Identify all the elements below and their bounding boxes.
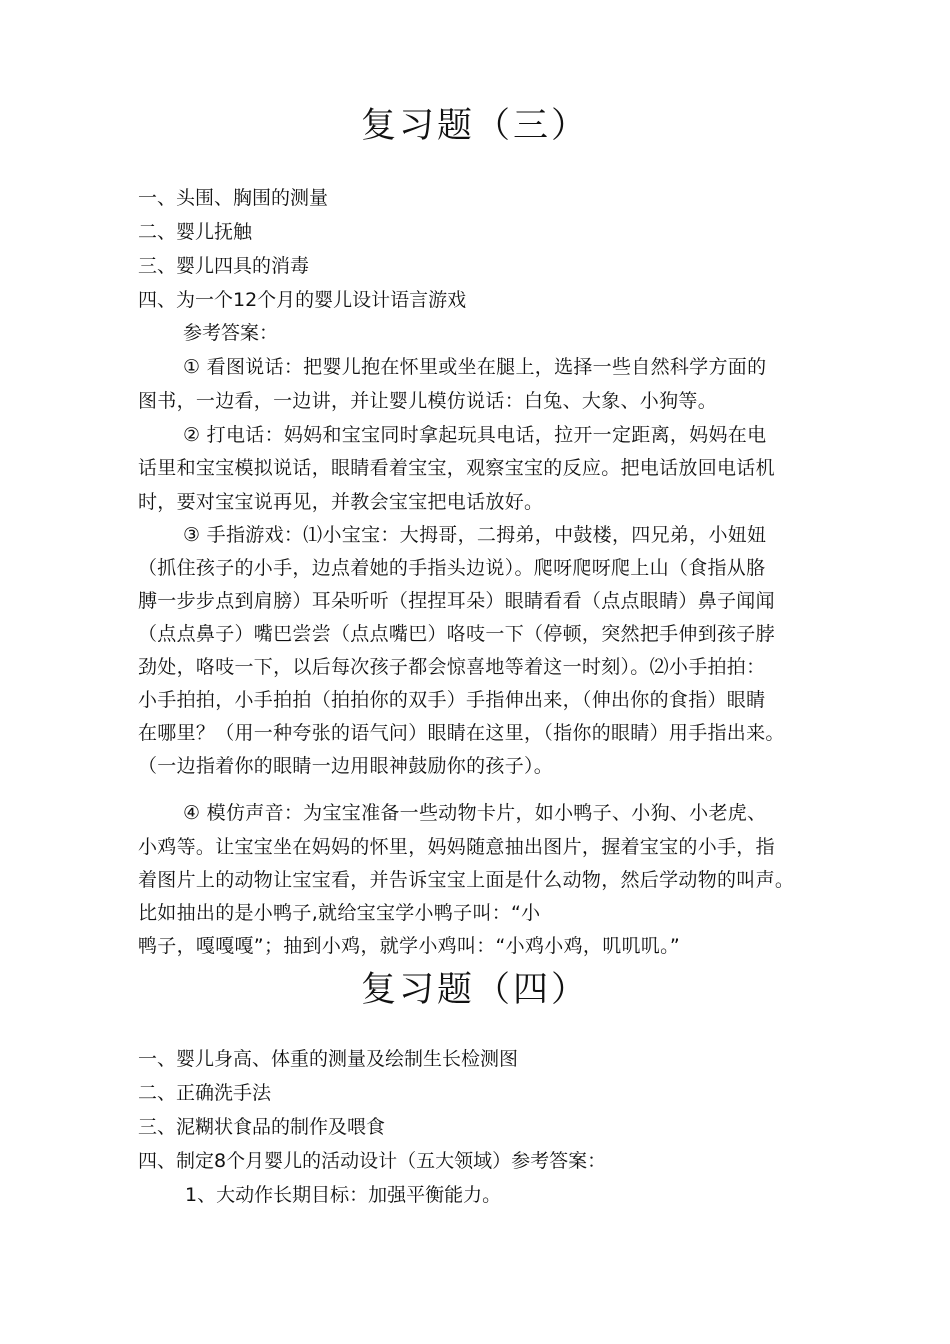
section-3-item-2: 二、婴儿抚触 (138, 221, 253, 243)
game-3-line-7: 在哪里？（用一种夸张的语气问）眼睛在这里，（指你的眼睛）用手指出来。 (138, 722, 785, 744)
game-3-line-3: 膊一步步点到肩膀）耳朵听听（捏捏耳朵）眼睛看看（点点眼睛）鼻子闻闻 (138, 590, 775, 612)
game-4-line-3: 着图片上的动物让宝宝看，并告诉宝宝上面是什么动物，然后学动物的叫声。 (138, 869, 795, 891)
section-4-item-4: 四、制定8个月婴儿的活动设计（五大领域）参考答案： (138, 1150, 607, 1172)
game-3-line-8: （一边指着你的眼睛一边用眼神鼓励你的孩子）。 (138, 755, 554, 777)
section-4-title: 复习题（四） (360, 970, 589, 1010)
section-3-item-3: 三、婴儿四具的消毒 (138, 255, 310, 277)
game-4-line-4: 比如抽出的是小鸭子,就给宝宝学小鸭子叫：“小 (138, 902, 541, 924)
section-4-answer-1: 1、大动作长期目标：加强平衡能力。 (185, 1184, 502, 1206)
game-1-line-1: ① 看图说话：把婴儿抱在怀里或坐在腿上，选择一些自然科学方面的 (183, 356, 767, 378)
section-3-item-1: 一、头围、胸围的测量 (138, 187, 329, 209)
section-4-item-1: 一、婴儿身高、体重的测量及绘制生长检测图 (138, 1048, 519, 1070)
section-3-title: 复习题（三） (360, 106, 589, 146)
game-1-line-2: 图书，一边看，一边讲，并让婴儿模仿说话：白兔、大象、小狗等。 (138, 390, 718, 412)
game-3-line-2: （抓住孩子的小手，边点着她的手指头边说）。爬呀爬呀爬上山（食指从胳 (138, 557, 766, 579)
game-4-line-2: 小鸡等。让宝宝坐在妈妈的怀里，妈妈随意抽出图片，握着宝宝的小手，指 (138, 836, 775, 858)
game-3-line-6: 小手拍拍，小手拍拍（拍拍你的双手）手指伸出来，（伸出你的食指）眼睛 (138, 689, 766, 711)
section-4-item-3: 三、泥糊状食品的制作及喂食 (138, 1116, 386, 1138)
section-3-item-4: 四、为一个12个月的婴儿设计语言游戏 (138, 289, 467, 311)
game-2-line-1: ② 打电话：妈妈和宝宝同时拿起玩具电话，拉开一定距离，妈妈在电 (183, 424, 767, 446)
game-3-line-5: 劲处，咯吱一下，以后每次孩子都会惊喜地等着这一时刻）。⑵小手拍拍： (138, 656, 766, 678)
game-3-line-4: （点点鼻子）嘴巴尝尝（点点嘴巴）咯吱一下（停顿，突然把手伸到孩子脖 (138, 623, 775, 645)
game-3-line-1: ③ 手指游戏：⑴小宝宝：大拇哥，二拇弟，中鼓楼，四兄弟，小妞妞 (183, 524, 767, 546)
game-4-line-5: 鸭子，嘎嘎嘎”；抽到小鸡，就学小鸡叫：“小鸡小鸡，叽叽叽。” (138, 935, 681, 957)
section-4-item-2: 二、正确洗手法 (138, 1082, 272, 1104)
game-2-line-3: 时，要对宝宝说再见，并教会宝宝把电话放好。 (138, 491, 544, 513)
game-2-line-2: 话里和宝宝模拟说话，眼睛看着宝宝，观察宝宝的反应。把电话放回电话机 (138, 457, 775, 479)
section-3-answer-label: 参考答案： (183, 322, 279, 344)
game-4-line-1: ④ 模仿声音：为宝宝准备一些动物卡片，如小鸭子、小狗、小老虎、 (183, 802, 767, 824)
